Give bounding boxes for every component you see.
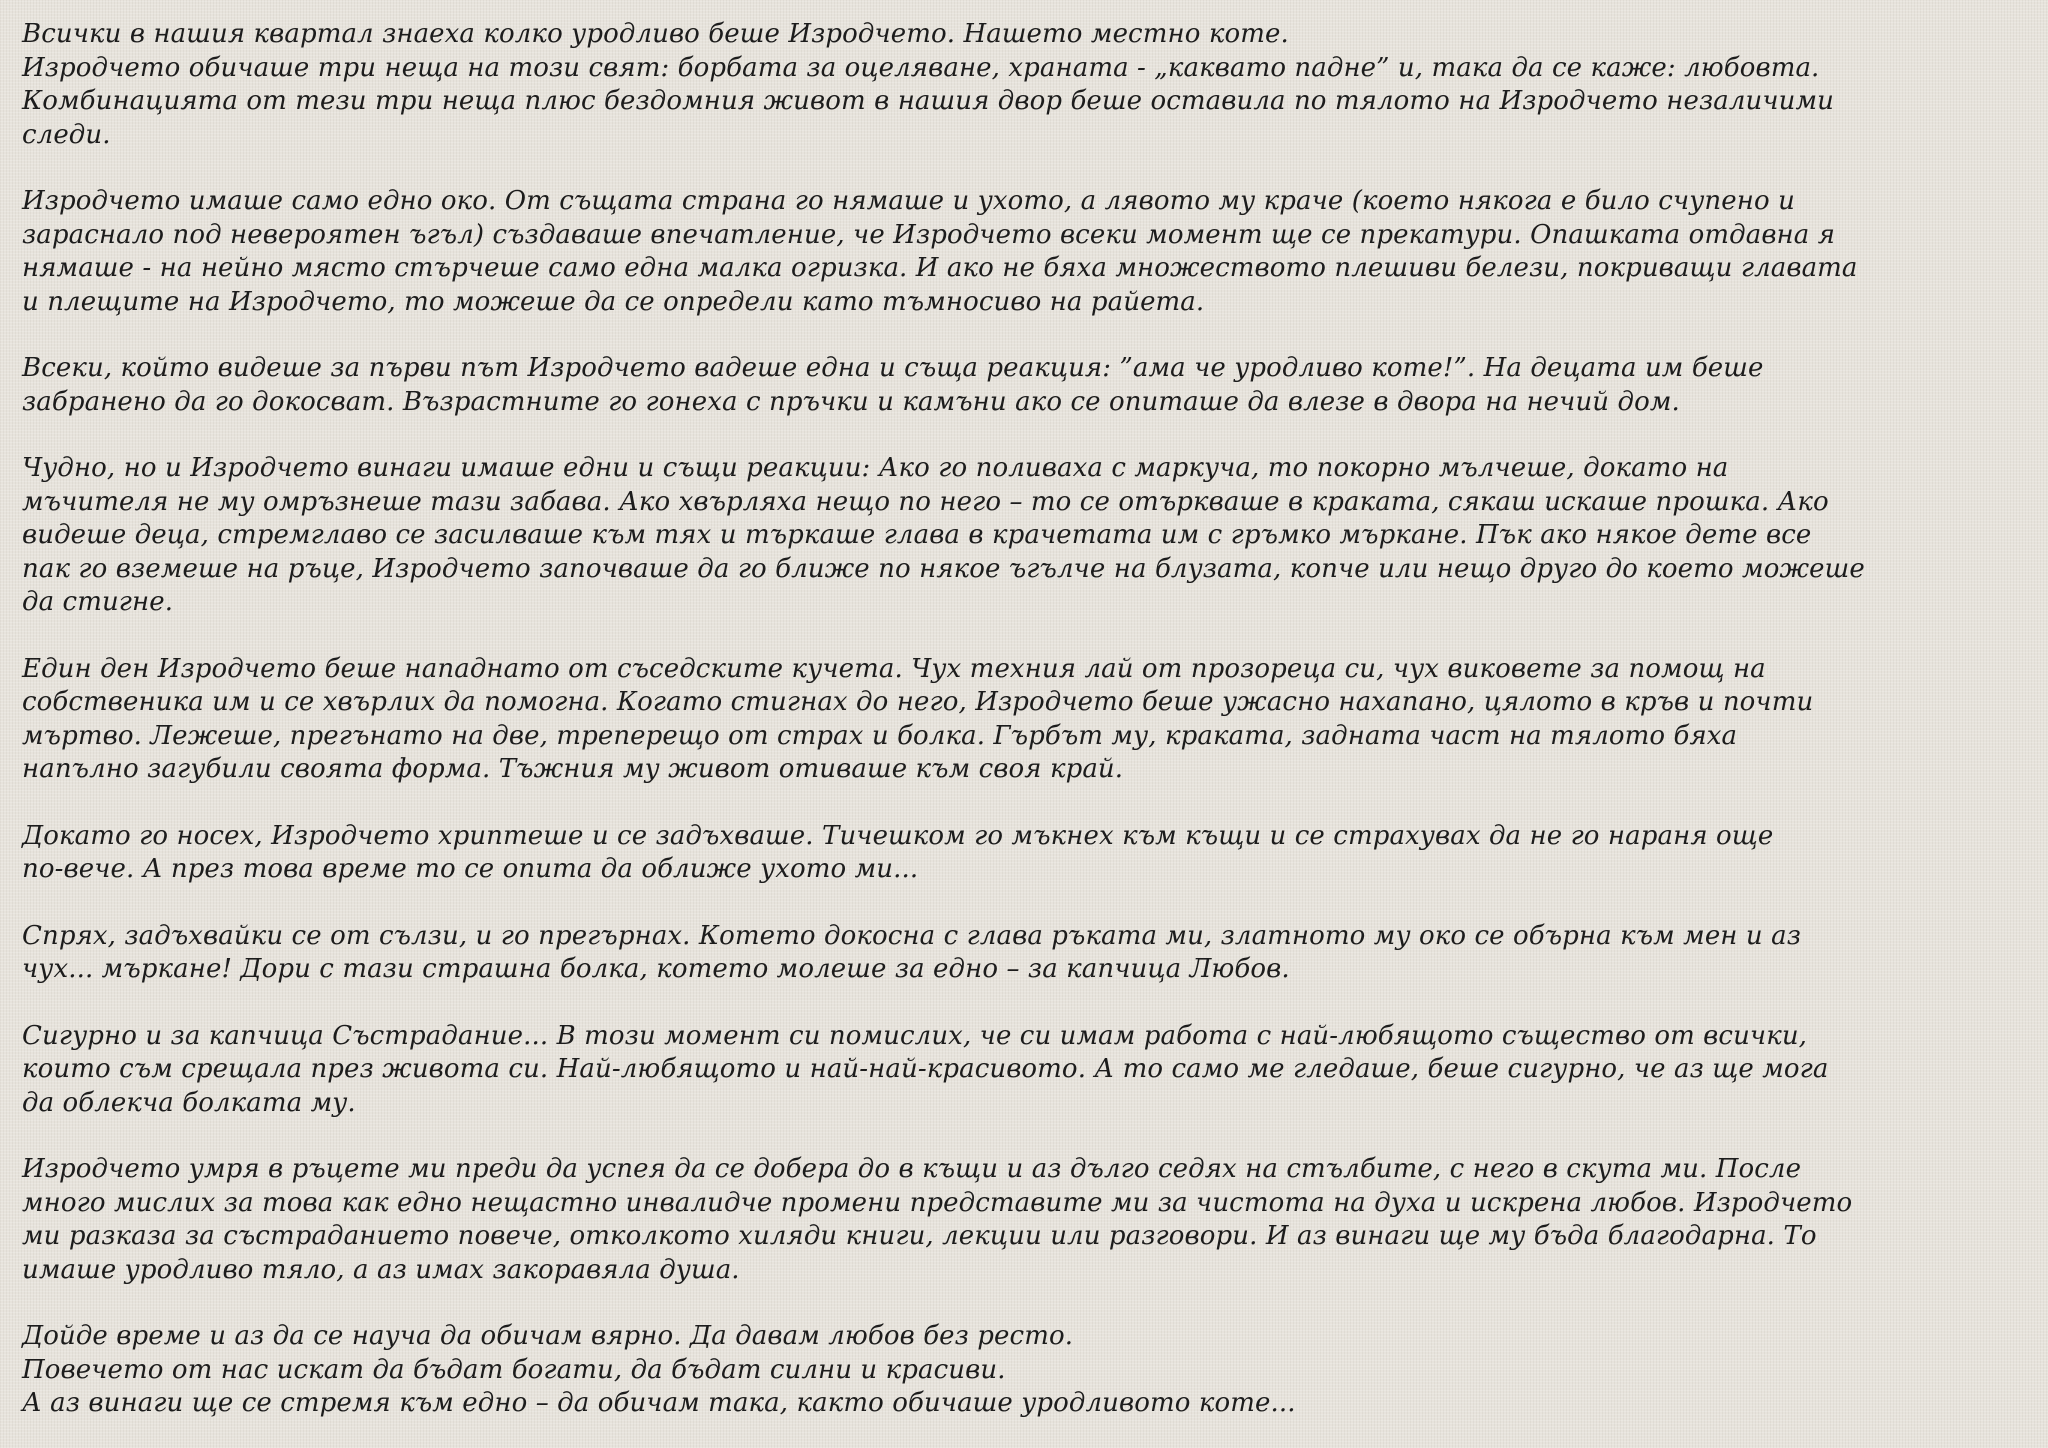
text-line: забранено да го докосват. Възрастните го гонеха с пръчки и камъни ако се опиташе да влезе в двора на нечий дом. [22,386,1680,417]
text-line: зараснало под невероятен ъгъл) създаваше впечатление, че Изродчето всеки момент ще се прекатури. Опашката отдавна я [22,219,1836,250]
paragraph [22,820,2026,887]
text-line: ми разказа за състраданието повече, отколкото хиляди книги, лекции или разговори. И аз винаги ще му бъда благодарна. То [22,1221,1817,1251]
text-line: Един ден Изродчето беше нападнато от съседските кучета. Чух техния лай от прозореца си, чух виковете за помощ на [22,653,1766,684]
text-line: Сигурно и за капчица Състрадание... В този момент си помислих, че си имам работа с най-любящото същество от всички, [22,1020,1808,1051]
text-line: А аз винаги ще се стремя към едно – да обичам така, както обичаше уродливото коте... [22,1388,1296,1418]
text-line: Всички в нашия квартал знаеха колко уродливо беше Изродчето. Нашето местно коте. [22,19,1289,49]
text-line: Повечето от нас искат да бъдат богати, да бъдат силни и красиви. [22,1354,1006,1385]
text-line: Изродчето имаше само едно око. От същата страна го нямаше и ухото, а лявото му краче (което някога е било счупено и [22,186,1795,216]
paragraph [22,352,2026,419]
text-line: собственика им и се хвърлих да помогна. Когато стигнах до него, Изродчето беше ужасно нахапано, цялото в кръв и почти [22,687,1814,717]
paragraph [22,1020,2026,1121]
text-line: да облекча болката му. [22,1087,356,1118]
text-line: много мислих за това как едно нещастно инвалидче промени представите ми за чистота на духа и искрена любов. Изродчето [22,1187,1853,1218]
text-line: следи. [22,119,111,150]
text-line: чух... мъркане! Дори с тази страшна болка, котето молеше за едно – за капчица Любов. [22,954,1290,984]
text-line: имаше уродливо тяло, а аз имах закоравяла душа. [22,1254,740,1285]
text-line: и плещите на Изродчето, то можеше да се определи като тъмносиво на райета. [22,286,1205,317]
text-line: Спрях, задъхвайки се от сълзи, и го прегърнах. Котето докосна с глава ръката ми, златното му око се обърна към мен и аз [22,920,1801,951]
text-line: Всеки, който видеше за първи път Изродчето вадеше една и съща реакция: ”ама че уродливо коте!”. На децата им беше [22,353,1764,383]
text-line: Дойде време и аз да се науча да обичам вярно. Да давам любов без ресто. [22,1321,1074,1351]
paragraph [22,1320,2026,1421]
text-line: видеше деца, стремглаво се засилваше към тях и търкаше глава в крачетата им с гръмко мъркане. Пък ако някое дете все [22,520,1812,550]
paragraph [22,452,2026,620]
text-line: Докато го носех, Изродчето хриптеше и се задъхваше. Тичешком го мъкнех към къщи и се страхувах да не го нараня още [22,820,1774,851]
paragraph [22,653,2026,787]
text-line: по-вече. А през това време то се опита да оближе ухото ми... [22,854,919,884]
paragraph [22,185,2026,319]
paragraph [22,920,2026,987]
text-line: които съм срещала през живота си. Най-любящото и най-най-красивото. А то само ме гледаше, беше сигурно, че аз ще мога [22,1054,1829,1084]
text-line: пак го вземеше на ръце, Изродчето започваше да го ближе по някое ъгълче на блузата, копче или нещо друго до което можеше [22,553,1865,584]
paragraph [22,18,2026,152]
text-line: мъчителя не му омръзнеше тази забава. Ако хвърляха нещо по него – то се отъркваше в краката, сякаш искаше прошка. Ако [22,486,1829,517]
text-line: напълно загубили своята форма. Тъжния му живот отиваше към своя край. [22,754,1124,784]
text-line: Чудно, но и Изродчето винаги имаше едни и същи реакции: Ако го поливаха с маркуча, то покорно мълчеше, докато на [22,453,1729,483]
paragraph [22,1153,2026,1287]
text-line: Изродчето умря в ръцете ми преди да успея да се добера до в къщи и аз дълго седях на стълбите, с него в скута ми. После [22,1154,1802,1184]
text-line: Комбинацията от тези три неща плюс бездомния живот в нашия двор беше оставила по тялото на Изродчето незаличими [22,86,1834,116]
text-line: Изродчето обичаше три неща на този свят: борбата за оцеляване, храната - „каквато падне” и, така да се каже: любовта. [22,52,1820,83]
text-line: мъртво. Лежеше, прегънато на две, треперещо от страх и болка. Гърбът му, краката, задната част на тялото бяха [22,720,1738,751]
text-line: да стигне. [22,587,174,617]
text-line: нямаше - на нейно място стърчеше само една малка огризка. И ако не бяха множеството плешиви белези, покриващи главата [22,253,1858,283]
